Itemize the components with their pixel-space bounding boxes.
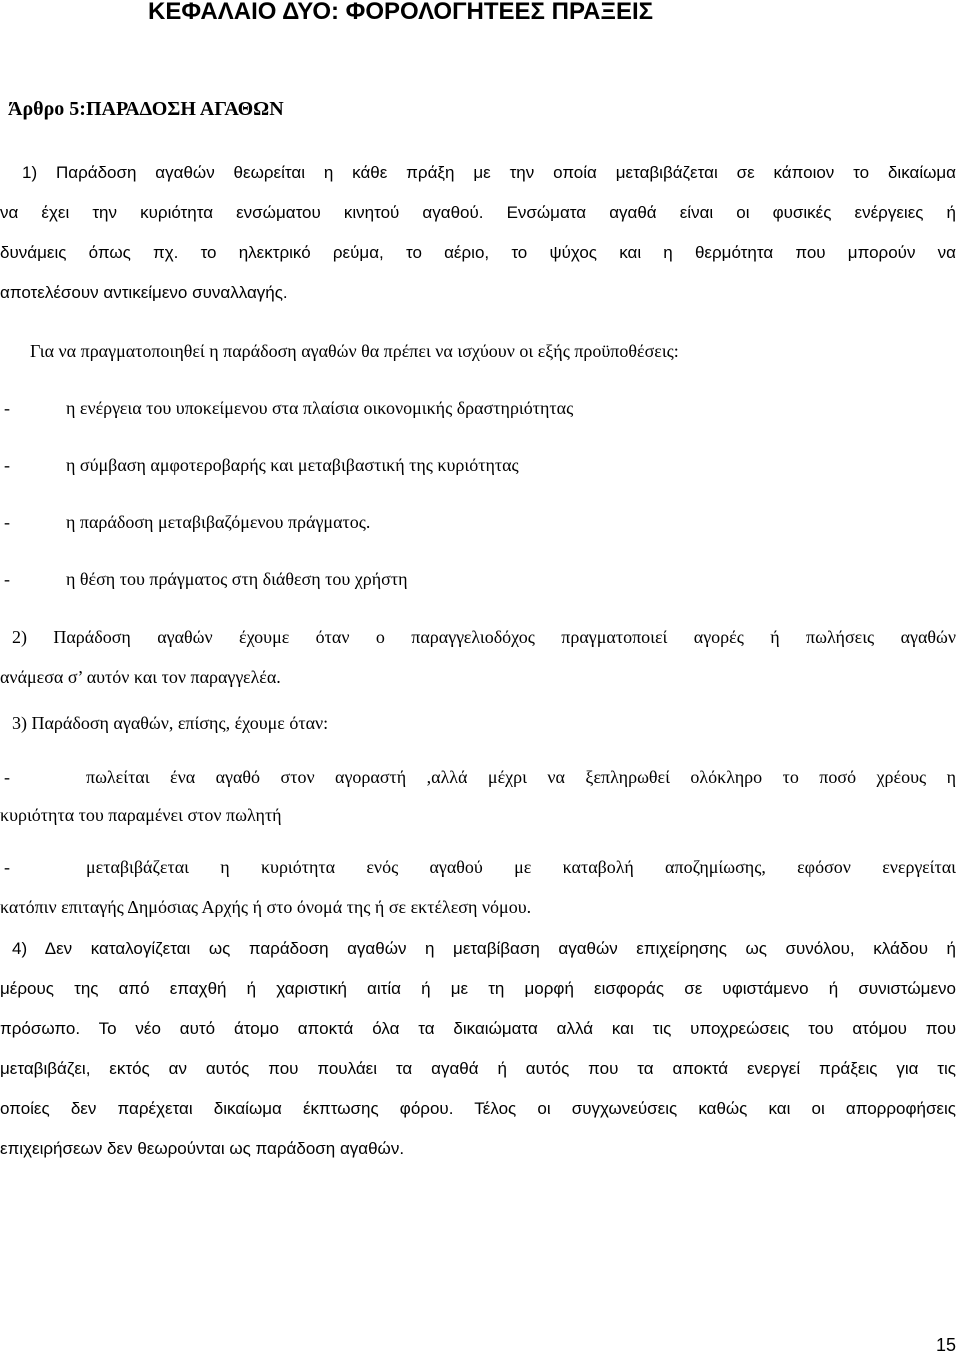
list-bullet: - (4, 569, 10, 589)
para3-item1-line-2: κυριότητα του παραμένει στον πωλητή (0, 805, 282, 825)
article-heading: Άρθρο 5:ΠΑΡΑΔΟΣΗ ΑΓΑΘΩΝ (8, 98, 284, 120)
list-bullet: - (4, 857, 10, 877)
para4-line-4: μεταβιβάζει, εκτός αν αυτός που πουλάει τα αγαθά ή αυτός που τα αποκτά ενεργεί πράξεις για τις (0, 1059, 956, 1078)
condition-item-4: η θέση του πράγματος στη διάθεση του χρήστη (66, 569, 408, 589)
list-bullet: - (4, 767, 10, 787)
chapter-title: ΚΕΦΑΛΑΙΟ ΔΥΟ: ΦΟΡΟΛΟΓΗΤΕΕΣ ΠΡΑΞΕΙΣ (148, 0, 654, 25)
para1-line-4: αποτελέσουν αντικείμενο συναλλαγής. (0, 283, 288, 302)
para1-line-3: δυνάμεις όπως πχ. το ηλεκτρικό ρεύμα, το αέριο, το ψύχος και η θερμότητα που μπορούν να (0, 243, 956, 262)
para4-line-3: πρόσωπο. Το νέο αυτό άτομο αποκτά όλα τα δικαιώματα αλλά και τις υποχρεώσεις του ατόμου που (0, 1019, 956, 1038)
para4-line-5: οποίες δεν παρέχεται δικαίωμα έκπτωσης φόρου. Τέλος οι συγχωνεύσεις καθώς και οι απορροφήσεις (0, 1099, 956, 1118)
condition-item-2: η σύμβαση αμφοτεροβαρής και μεταβιβαστική της κυριότητας (66, 455, 519, 475)
page-number: 15 (935, 1335, 956, 1355)
list-bullet: - (4, 512, 10, 532)
list-bullet: - (4, 455, 10, 475)
list-bullet: - (4, 398, 10, 418)
condition-item-3: η παράδοση μεταβιβαζόμενου πράγματος. (66, 512, 371, 532)
para3-item1-line-1: πωλείται ένα αγαθό στον αγοραστή ,αλλά μέχρι να ξεπληρωθεί ολόκληρο το ποσό χρέους η (86, 767, 956, 787)
para3-intro: 3) Παράδοση αγαθών, επίσης, έχουμε όταν: (12, 713, 329, 733)
para2-line-1: 2) Παράδοση αγαθών έχουμε όταν ο παραγγελιοδόχος πραγματοποιεί αγορές ή πωλήσεις αγαθών (12, 627, 956, 647)
conditions-intro: Για να πραγματοποιηθεί η παράδοση αγαθών θα πρέπει να ισχύουν οι εξής προϋποθέσεις: (30, 341, 679, 361)
condition-item-1: η ενέργεια του υποκείμενου στα πλαίσια οικονομικής δραστηριότητας (66, 398, 574, 418)
para1-line-2: να έχει την κυριότητα ενσώματου κινητού αγαθού. Ενσώματα αγαθά είναι οι φυσικές ενέργειες ή (0, 203, 956, 222)
para4-line-2: μέρους της από επαχθή ή χαριστική αιτία ή με τη μορφή εισφοράς σε υφιστάμενο ή συνιστώμενο (0, 979, 956, 998)
para3-item2-line-1: μεταβιβάζεται η κυριότητα ενός αγαθού με καταβολή αποζημίωσης, εφόσον ενεργείται (86, 857, 956, 877)
para4-line-6: επιχειρήσεων δεν θεωρούνται ως παράδοση αγαθών. (0, 1139, 405, 1158)
para1-line-1: 1) Παράδοση αγαθών θεωρείται η κάθε πράξη με την οποία μεταβιβάζεται σε κάποιον το δικαίωμα (22, 163, 956, 182)
para2-line-2: ανάμεσα σ’ αυτόν και τον παραγγελέα. (0, 667, 281, 687)
para4-line-1: 4) Δεν καταλογίζεται ως παράδοση αγαθών η μεταβίβαση αγαθών επιχείρησης ως συνόλου, κλάδου ή (12, 939, 956, 958)
para3-item2-line-2: κατόπιν επιταγής Δημόσιας Αρχής ή στο όνομά της ή σε εκτέλεση νόμου. (0, 897, 532, 917)
